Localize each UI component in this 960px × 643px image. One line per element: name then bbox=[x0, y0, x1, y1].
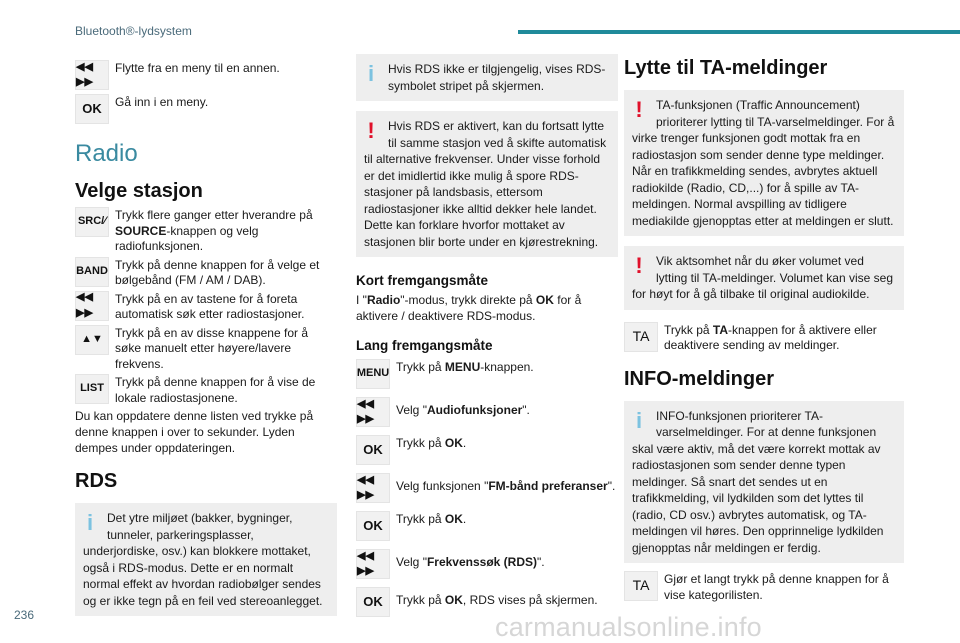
kort-radio: Radio bbox=[366, 293, 401, 307]
kort-heading: Kort fremgangsmåte bbox=[356, 273, 489, 288]
list-icon: LIST bbox=[75, 374, 109, 404]
step-pre: Trykk på bbox=[396, 512, 445, 526]
info-icon: i bbox=[86, 510, 94, 535]
kort-ok: OK bbox=[535, 293, 554, 307]
radio-heading: Radio bbox=[75, 140, 138, 167]
step-pre: Trykk på bbox=[396, 593, 445, 607]
ok-row bbox=[75, 94, 337, 124]
source-row-post: -knappen og velg radiofunksjonen. bbox=[115, 223, 259, 253]
rds-alt-freq-note bbox=[356, 111, 618, 257]
warning-icon: ! bbox=[635, 97, 643, 122]
ta-row-pre: Trykk på bbox=[664, 322, 713, 337]
header-accent-bar bbox=[518, 30, 960, 34]
step-bold: MENU bbox=[444, 360, 481, 374]
list-row-text: Trykk på denne knappen for å vise de lokale radiostasjonene. bbox=[115, 375, 316, 405]
ta-button-row bbox=[624, 322, 904, 354]
source-row bbox=[75, 207, 337, 255]
lang-heading: Lang fremgangsmåte bbox=[356, 338, 493, 353]
ta-warning-note bbox=[624, 90, 904, 236]
column-1 bbox=[75, 56, 337, 616]
menu-icon: MENU bbox=[356, 359, 390, 389]
info-heading: INFO-meldinger bbox=[624, 367, 775, 390]
step-post: ". bbox=[607, 479, 616, 493]
ok-icon: OK bbox=[75, 94, 109, 124]
step-pre: Velg " bbox=[396, 555, 427, 569]
step-bold: OK bbox=[444, 593, 463, 607]
up-down-icon: ▲▼ bbox=[75, 325, 109, 355]
source-row-bold: SOURCE bbox=[115, 223, 167, 238]
band-icon: BAND bbox=[75, 257, 109, 287]
step-post: -knappen. bbox=[480, 360, 534, 374]
info-note bbox=[624, 401, 904, 564]
velge-stasjon-heading: Velge stasjon bbox=[75, 180, 203, 202]
source-row-pre: Trykk flere ganger etter hverandre på bbox=[115, 208, 313, 222]
step-pre: Trykk på bbox=[396, 360, 445, 374]
ta-icon: TA bbox=[624, 322, 658, 352]
manual-row bbox=[75, 325, 337, 373]
step-pre: Velg " bbox=[396, 403, 427, 417]
volume-warning-note bbox=[624, 246, 904, 310]
seek-row-text: Trykk på en av tastene for å foreta automatisk søk etter radiostasjoner. bbox=[115, 291, 305, 321]
prev-next-icon: ◀◀ ▶▶ bbox=[75, 60, 109, 90]
rds-striped-text: Hvis RDS ikke er tilgjengelig, vises RDS-symbolet stripet på skjermen. bbox=[388, 62, 606, 93]
nav-row bbox=[75, 60, 337, 90]
seek-icon: ◀◀ ▶▶ bbox=[75, 291, 109, 321]
ta-row-bold: TA bbox=[712, 322, 729, 337]
rds-info-text: Det ytre miljøet (bakker, bygninger, tunneler, parkeringsplasser, underjordiske, osv.) kan blokkere mottaket, også i RDS-modus. Dette er en normalt normal effekt av hvordan radiobølger sendes og er ikke tegn på en feil ved stereoanlegget. bbox=[83, 511, 323, 608]
info-note-text: INFO-funksjonen prioriterer TA-varselmeldinger. For at denne funksjonen skal være aktiv, må det være korrekt mottak av radiostasjonen som sender denne typen meldinger. Så snart det sendes ut en trafikkmelding, vil lydkilden som det lyttes til (radio, CD osv.) avbrytes automatisk, og TA-meldingen vil høres. Den opprinnelige lydkilden gjenopptas når meldingen er ferdig. bbox=[632, 408, 884, 555]
rds-alt-freq-text: Hvis RDS er aktivert, kan du fortsatt lytte til samme stasjon ved å skifte automatisk til alternative frekvenser. Under visse forhold er det imidlertid ikke mulig å spore RDS-stasjoner på landsbasis, ettersom radiostasjoner ikke alltid dekker hele landet. Dette kan forklare hvorfor mottaket av stasjonen blir borte under en kjørestrekning. bbox=[364, 119, 607, 249]
page-number: 236 bbox=[14, 608, 35, 622]
seek-row bbox=[75, 291, 337, 323]
ok-icon: OK bbox=[356, 511, 390, 541]
band-row-text: Trykk på denne knappen for å velge et bølgebånd (FM / AM / DAB). bbox=[115, 257, 320, 287]
running-header: Bluetooth®-lydsystem bbox=[75, 24, 192, 38]
band-row bbox=[75, 257, 337, 289]
step-post: . bbox=[462, 512, 467, 526]
info-icon: i bbox=[367, 61, 375, 86]
step-post: , RDS vises på skjermen. bbox=[462, 593, 598, 607]
info-button-row bbox=[624, 571, 904, 603]
lang-step bbox=[356, 397, 618, 427]
step-bold: Frekvenssøk (RDS) bbox=[426, 555, 537, 569]
warning-icon: ! bbox=[367, 118, 375, 143]
step-bold: Audiofunksjoner bbox=[426, 403, 523, 417]
step-post: . bbox=[462, 436, 467, 450]
list-row bbox=[75, 374, 337, 406]
column-2 bbox=[356, 54, 618, 617]
kort-mid: "-modus, trykk direkte på bbox=[400, 293, 536, 307]
ok-row-text: Gå inn i en meny. bbox=[115, 95, 209, 109]
step-post: ". bbox=[537, 555, 545, 569]
step-pre: Trykk på bbox=[396, 436, 445, 450]
step-bold: OK bbox=[444, 512, 463, 526]
step-pre: Velg funksjonen " bbox=[396, 479, 489, 493]
step-bold: OK bbox=[444, 436, 463, 450]
column-3 bbox=[624, 54, 904, 603]
ta-warning-text: TA-funksjonen (Traffic Announcement) prioriterer lytting til TA-varselmeldinger. For å virke trenger funksjonen godt mottak fra en radiostasjon som sender denne type meldinger. Når en trafikkmelding sendes, avbrytes aktuell radiokilde (Radio, CD,...) for å spille av TA-meldingen. Normal avspilling av tidligere mediakilde gjenopptas etter at meldingen er slutt. bbox=[632, 98, 895, 228]
nav-row-text: Flytte fra en meny til en annen. bbox=[115, 61, 280, 75]
src-icon: SRC/⁄ bbox=[75, 207, 109, 237]
ta-icon: TA bbox=[624, 571, 658, 601]
volume-warning-text: Vik aktsomhet når du øker volumet ved lytting til TA-meldinger. Volumet kan vise seg for høyt for å gå tilbake til original audiokilde. bbox=[632, 254, 893, 301]
warning-icon: ! bbox=[635, 253, 643, 278]
step-bold: FM-bånd preferanser bbox=[488, 479, 608, 493]
lang-step bbox=[356, 511, 618, 541]
kort-pre: I " bbox=[356, 293, 367, 307]
kort-post: for å aktivere / deaktivere RDS-modus. bbox=[356, 293, 582, 323]
lang-step bbox=[356, 549, 618, 579]
step-post: ". bbox=[522, 403, 530, 417]
rds-striped-note bbox=[356, 54, 618, 101]
prev-next-icon: ◀◀ ▶▶ bbox=[356, 473, 390, 503]
ta-row-post: -knappen for å aktivere eller deaktivere sending av meldinger. bbox=[664, 322, 877, 352]
lang-step bbox=[356, 473, 618, 503]
list-update-paragraph: Du kan oppdatere denne listen ved trykke på denne knappen i over to sekunder. Lyden dempes under oppdateringen. bbox=[75, 409, 314, 455]
manual-row-text: Trykk på en av disse knappene for å søke manuelt etter høyere/lavere frekvens. bbox=[115, 325, 308, 371]
lang-step bbox=[356, 359, 618, 389]
ok-icon: OK bbox=[356, 435, 390, 465]
lang-step bbox=[356, 435, 618, 465]
rds-info-note bbox=[75, 503, 337, 616]
prev-next-icon: ◀◀ ▶▶ bbox=[356, 397, 390, 427]
info-row-text: Gjør et langt trykk på denne knappen for å vise kategorilisten. bbox=[664, 572, 889, 602]
ok-icon: OK bbox=[356, 587, 390, 617]
prev-next-icon: ◀◀ ▶▶ bbox=[356, 549, 390, 579]
watermark: carmanualsonline.info bbox=[495, 612, 762, 642]
info-icon: i bbox=[635, 407, 643, 433]
rds-heading: RDS bbox=[75, 470, 118, 492]
kort-paragraph bbox=[356, 292, 618, 324]
ta-heading: Lytte til TA-meldinger bbox=[624, 57, 828, 79]
